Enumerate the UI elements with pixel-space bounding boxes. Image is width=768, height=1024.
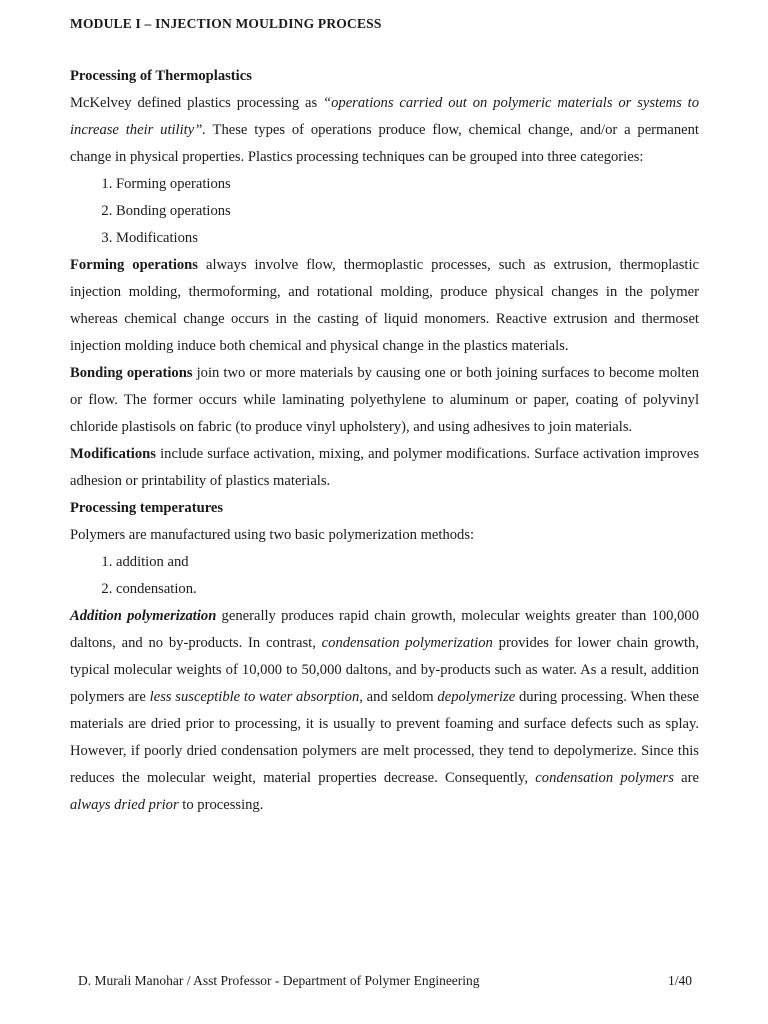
- list-item: 1. Forming operations: [116, 171, 699, 198]
- addition-italic-1: condensation polymerization: [321, 635, 493, 651]
- forming-paragraph: [70, 252, 699, 360]
- bonding-text: join two or more materials by causing one or both joining surfaces to become molten or flow. The former occurs while laminating polyethylene to aluminum or paper, coating of polyvinyl chloride plastisols on fabric (to produce vinyl upholstery), and using adhesives to join materials.: [70, 365, 699, 435]
- addition-italic-3: depolymerize: [437, 689, 516, 705]
- document-body: [70, 63, 699, 819]
- section-heading-thermoplastics: Processing of Thermoplastics: [70, 68, 252, 84]
- addition-text-6: to processing.: [178, 797, 264, 813]
- forming-text: always involve flow, thermoplastic processes, such as extrusion, thermoplastic injection molding, thermoforming, and rotational molding, produce physical changes in the polymer whereas chemical change occurs in the casting of liquid monomers. Reactive extrusion and thermoset injection molding induce both chemical and physical change in the plastics materials.: [70, 257, 699, 354]
- intro-text-1: McKelvey defined plastics processing as: [70, 95, 323, 111]
- list-item: 2. Bonding operations: [116, 198, 699, 225]
- list-item: 3. Modifications: [116, 225, 699, 252]
- bonding-paragraph: [70, 360, 699, 441]
- addition-text-3: and seldom: [362, 689, 438, 705]
- addition-text-1: generally produces rapid chain growth, molecular weights greater than 100,000 daltons, and no by-products. In contrast,: [70, 608, 699, 651]
- intro-quote: “operations carried out on polymeric materials or systems to increase their utility”.: [70, 95, 699, 138]
- forming-term: Forming operations: [70, 257, 198, 273]
- footer-author: D. Murali Manohar / Asst Professor - Department of Polymer Engineering: [78, 973, 480, 988]
- list-item: 2. condensation.: [116, 576, 699, 603]
- methods-list: [70, 549, 699, 603]
- addition-text-4: during processing. When these materials are dried prior to processing, it is usually to prevent foaming and surface defects such as splay. However, if poorly dried condensation polymers are melt processed, they tend to depolymerize. Since this reduces the molecular weight, material properties decrease. Consequently,: [70, 689, 699, 786]
- intro-text-2: These types of operations produce flow, chemical change, and/or a permanent change in physical properties. Plastics processing techniques can be grouped into three categories:: [70, 122, 699, 165]
- page-number: 1/40: [668, 973, 693, 988]
- addition-term: Addition polymerization: [70, 608, 217, 624]
- modifications-paragraph: [70, 441, 699, 495]
- addition-text-5: are: [673, 770, 699, 786]
- addition-text-2: provides for lower chain growth, typical molecular weights of 10,000 to 50,000 daltons, and by-products such as water. As a result, addition polymers are: [70, 635, 699, 705]
- module-title: MODULE I – INJECTION MOULDING PROCESS: [70, 16, 382, 31]
- methods-intro: Polymers are manufactured using two basic polymerization methods:: [70, 527, 475, 543]
- modifications-term: Modifications: [70, 446, 156, 462]
- list-item: 1. addition and: [116, 549, 699, 576]
- bonding-term: Bonding operations: [70, 365, 193, 381]
- addition-paragraph: [70, 603, 699, 819]
- section-heading-temperatures: Processing temperatures: [70, 500, 224, 516]
- addition-italic-4: condensation polymers: [535, 770, 674, 786]
- addition-italic-5: always dried prior: [70, 797, 179, 813]
- modifications-text: include surface activation, mixing, and polymer modifications. Surface activation improves adhesion or printability of plastics materials.: [70, 446, 699, 489]
- categories-list: [70, 171, 699, 252]
- intro-paragraph: [70, 90, 699, 171]
- addition-italic-2: less susceptible to water absorption,: [149, 689, 363, 705]
